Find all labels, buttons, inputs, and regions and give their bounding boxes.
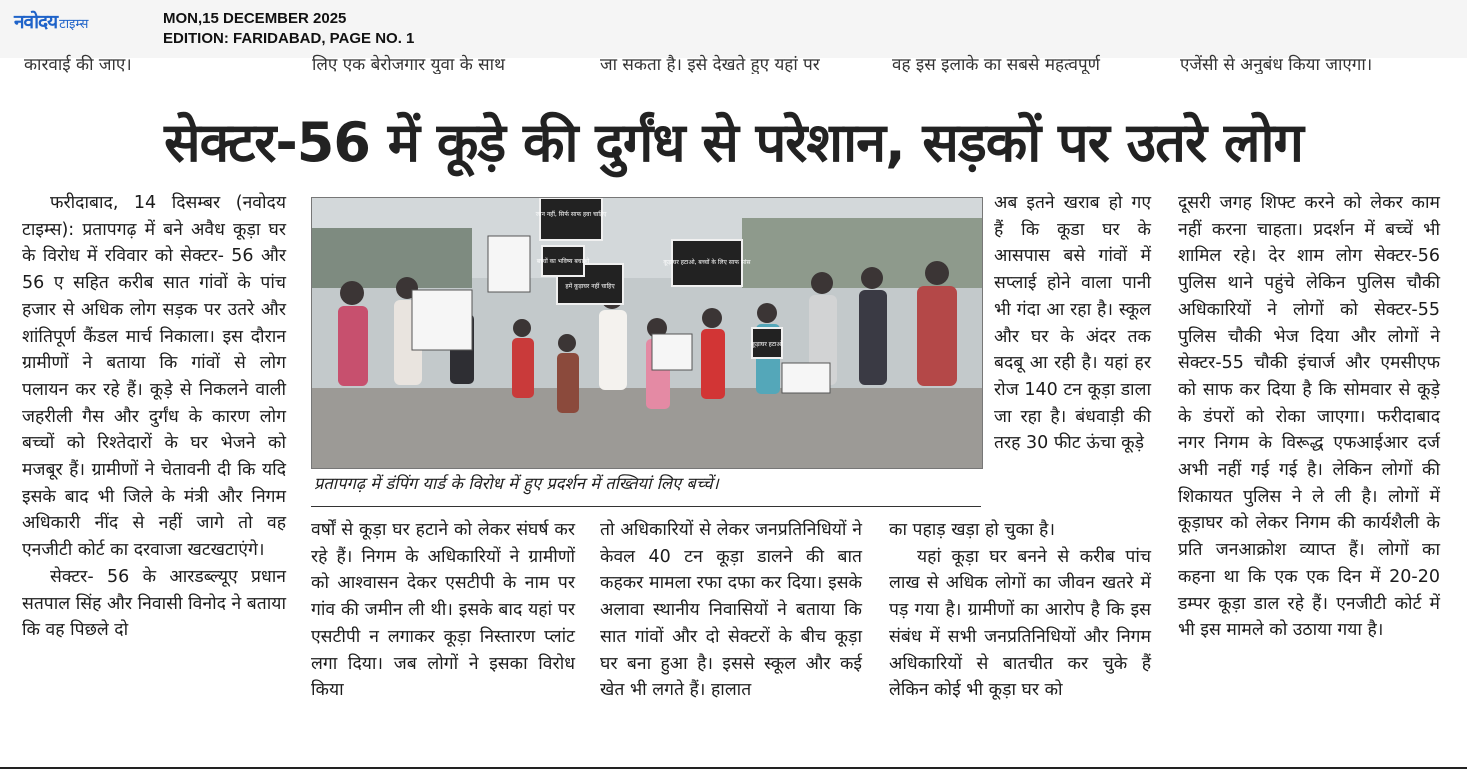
edition-label: EDITION: FARIDABAD, PAGE NO. 1 — [163, 30, 415, 47]
issue-date: MON,15 DECEMBER 2025 — [163, 10, 347, 27]
article-paragraph: वर्षों से कूड़ा घर हटाने को लेकर संघर्ष कर रहे हैं। निगम के अधिकारियों ने ग्रामीणों को आश्वासन देकर एसटीपी के नाम पर गांव की जमीन ली थी। इसके बाद यहां पर एसटीपी न लगाकर कूड़ा निस्तारण प्लांट लगा दिया। जब लोगों ने इसका विरोध किया — [311, 520, 575, 701]
previous-fragment: लिए एक बेरोजगार युवा के साथ — [312, 55, 505, 74]
protest-photo-illustration — [312, 198, 982, 468]
previous-fragment: वह इस इलाके का सबसे महत्वपूर्ण — [892, 55, 1100, 74]
previous-fragment: कारवाई की जाए। — [24, 55, 132, 74]
placard-text: हमें कूड़ाघर नहीं चाहिए — [565, 283, 615, 290]
placard-text: बच्चों का भविष्य बचाओ — [536, 258, 590, 265]
article-paragraph: फरीदाबाद, 14 दिसम्बर (नवोदय टाइम्स): प्रतापगढ़ में बने अवैध कूड़ा घर के विरोध में रविवार को सेक्टर- 56 और 56 ए सहित करीब सात गांवों के पांच हजार से अधिक लोग सड़क पर उतरे और शांतिपूर्ण कैंडल मार्च निकाला। इस दौरान ग्रामीणों ने बताया कि गांवों से लोग पलायन कर रहे हैं। कूड़े से निकलने वाली जहरीली गैस और दुर्गंध के कारण लोग बच्चों को रिश्तेदारों के घर भेजने को मजबूर हैं। ग्रामीणों ने चेतावनी दी कि यदि इसके बाद भी जिले के मंत्री और निगम अधिकारी नींद से नहीं जागे तो वह एनजीटी कोर्ट का दरवाजा खटखटाएंगे। — [22, 193, 286, 561]
article-paragraph: अब इतने खराब हो गए हैं कि कूडा घर के आसपास बसे गांवों में सप्लाई होने वाला पानी भी गंदा आ रहा है। स्कूल और घर के अंदर तक बदबू आ रही है। यहां हर रोज 140 टन कूड़ा डाला जा रहा है। बंधवाड़ी की तरह 30 फीट ऊंचा कूड़े — [994, 193, 1151, 454]
page-header — [0, 0, 1467, 58]
previous-fragment: एजेंसी से अनुबंध किया जाएगा। — [1180, 55, 1373, 74]
newspaper-logo[interactable] — [14, 8, 88, 34]
edition-info — [163, 9, 414, 49]
placard-text: जान नहीं, सिर्फ साफ हवा चाहिए — [535, 211, 607, 218]
section-divider — [311, 506, 981, 507]
logo-sub: टाइम्स — [59, 17, 89, 32]
article-paragraph: का पहाड़ खड़ा हो चुका है। — [889, 520, 1055, 540]
logo-main: नवोदय — [14, 11, 58, 33]
article-column-2 — [311, 517, 575, 704]
article-column-5 — [1178, 190, 1440, 644]
placard-text: कूड़ाघर हटाओ — [751, 341, 783, 348]
previous-story-strip — [0, 52, 1467, 74]
article-headline: सेक्टर-56 में कूड़े की दुर्गंध से परेशान, सड़कों पर उतरे लोग — [164, 111, 1303, 174]
article-paragraph: सेक्टर- 56 के आरडब्ल्यूए प्रधान सतपाल सिंह और निवासी विनोद ने बताया कि वह पिछले दो — [22, 566, 286, 641]
article-paragraph: तो अधिकारियों से लेकर जनप्रतिनिधियों ने केवल 40 टन कूड़ा डालने की बात कहकर मामला रफा दफा कर दिया। इसके अलावा स्थानीय निवासियों ने बताया कि सात गांवों और दो सेक्टरों के बीच कूड़ा घर बना हुआ है। इससे स्कूल और कई खेत भी लगते हैं। हालात — [600, 520, 862, 701]
article-column-4-top — [994, 190, 1151, 457]
placard-text: कूड़ाघर हटाओ, बच्चों के लिए साफ सांस — [663, 259, 751, 266]
article-paragraph: यहां कूड़ा घर बनने से करीब पांच लाख से अधिक लोगों का जीवन खतरे में पड़ गया है। ग्रामीणों का आरोप है कि इस संबंध में सभी जनप्रतिनिधियों और निगम अधिकारियों से बातचीत कर चुके हैं लेकिन कोई भी कूड़ा घर को — [889, 546, 1151, 701]
protest-photo — [311, 197, 983, 469]
article-column-3 — [600, 517, 862, 704]
article-column-1 — [22, 190, 286, 644]
previous-fragment: जा सकता है। इसे देखते हुए यहां पर — [600, 55, 820, 74]
article-paragraph: दूसरी जगह शिफ्ट करने को लेकर काम नहीं करना चाहता। प्रदर्शन में बच्चें भी शामिल रहे। देर शाम लोग सेक्टर-56 पुलिस थाने पहुंचे लेकिन पुलिस चौकी अधिकारियों ने लोगों को सेक्टर-55 पुलिस चौकी भेज दिया और लोगों ने सेक्टर-55 चौकी इंचार्ज और एमसीएफ को साफ कर दिया है कि सोमवार से कूड़े के डंपरों को रोका जाएगा। फरीदाबाद नगर निगम के विरूद्ध एफआईआर दर्ज अभी नहीं गई गई है। लेकिन लोगों की शिकायत पुलिस ने ले ली है। लोगों में कूड़ाघर को लेकर निगम की कार्यशैली के प्रति जनआक्रोश व्याप्त हैं। लोगों का कहना था कि एक एक दिन में 20-20 डम्पर कूड़ा डाल रहे हैं। एनजीटी कोर्ट में भी इस मामले को उठाया गया है। — [1178, 193, 1440, 641]
photo-caption: प्रतापगढ़ में डंपिंग यार्ड के विरोध में हुए प्रदर्शन में तख्तियां लिए बच्चें। — [314, 474, 719, 493]
article-column-4-bottom — [889, 517, 1151, 704]
